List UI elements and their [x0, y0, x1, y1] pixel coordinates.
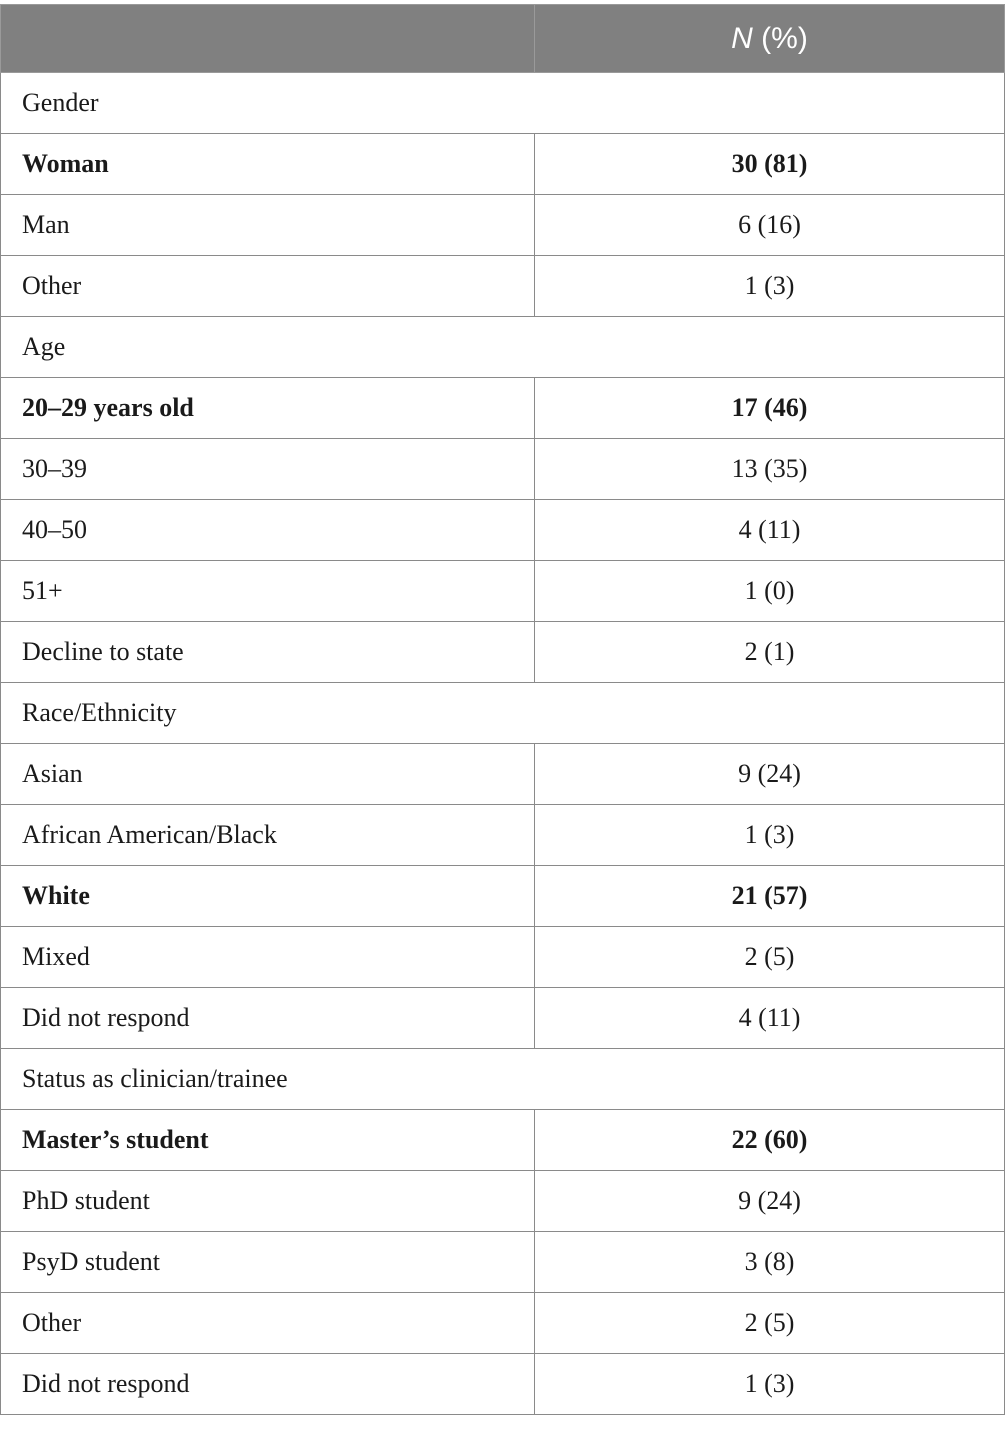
row-value: 4 (11) — [535, 988, 1005, 1049]
header-percent: (%) — [752, 21, 808, 55]
row-label: PhD student — [1, 1171, 535, 1232]
section-row — [1, 317, 1005, 378]
section-label: Status as clinician/trainee — [1, 1049, 1005, 1110]
header-cell-label — [1, 5, 535, 73]
row-label: Did not respond — [1, 1354, 535, 1415]
header-n-italic: N — [731, 21, 753, 55]
row-label: Master’s student — [1, 1110, 535, 1171]
row-value: 4 (11) — [535, 500, 1005, 561]
section-row — [1, 1049, 1005, 1110]
table-row — [1, 622, 1005, 683]
table-row — [1, 866, 1005, 927]
row-label: Other — [1, 256, 535, 317]
table-row — [1, 256, 1005, 317]
row-value: 22 (60) — [535, 1110, 1005, 1171]
row-label: Woman — [1, 134, 535, 195]
table-row — [1, 1232, 1005, 1293]
row-value: 6 (16) — [535, 195, 1005, 256]
table-row — [1, 1293, 1005, 1354]
section-row — [1, 73, 1005, 134]
table-row — [1, 744, 1005, 805]
header-cell-n-percent — [535, 5, 1005, 73]
row-value: 30 (81) — [535, 134, 1005, 195]
row-label: Did not respond — [1, 988, 535, 1049]
header-row — [1, 5, 1005, 73]
table-row — [1, 1354, 1005, 1415]
row-value: 9 (24) — [535, 1171, 1005, 1232]
row-label: 40–50 — [1, 500, 535, 561]
demographics-table — [0, 4, 1005, 1415]
table-row — [1, 561, 1005, 622]
row-value: 17 (46) — [535, 378, 1005, 439]
section-label: Race/Ethnicity — [1, 683, 1005, 744]
row-label: 51+ — [1, 561, 535, 622]
row-value: 13 (35) — [535, 439, 1005, 500]
row-value: 3 (8) — [535, 1232, 1005, 1293]
row-label: Mixed — [1, 927, 535, 988]
table-body — [1, 73, 1005, 1415]
row-label: Asian — [1, 744, 535, 805]
row-value: 2 (1) — [535, 622, 1005, 683]
table-row — [1, 195, 1005, 256]
row-label: 30–39 — [1, 439, 535, 500]
row-value: 9 (24) — [535, 744, 1005, 805]
table-row — [1, 500, 1005, 561]
row-value: 1 (3) — [535, 256, 1005, 317]
table-row — [1, 134, 1005, 195]
table-row — [1, 805, 1005, 866]
section-row — [1, 683, 1005, 744]
table-row — [1, 1171, 1005, 1232]
row-label: African American/Black — [1, 805, 535, 866]
row-label: White — [1, 866, 535, 927]
section-label: Gender — [1, 73, 1005, 134]
table-row — [1, 378, 1005, 439]
row-label: Decline to state — [1, 622, 535, 683]
section-label: Age — [1, 317, 1005, 378]
row-value: 2 (5) — [535, 1293, 1005, 1354]
row-label: Other — [1, 1293, 535, 1354]
row-label: 20–29 years old — [1, 378, 535, 439]
table-row — [1, 988, 1005, 1049]
table-row — [1, 439, 1005, 500]
table-row — [1, 927, 1005, 988]
row-label: PsyD student — [1, 1232, 535, 1293]
row-value: 21 (57) — [535, 866, 1005, 927]
row-label: Man — [1, 195, 535, 256]
table-header — [1, 5, 1005, 73]
row-value: 1 (3) — [535, 805, 1005, 866]
row-value: 2 (5) — [535, 927, 1005, 988]
table-row — [1, 1110, 1005, 1171]
row-value: 1 (3) — [535, 1354, 1005, 1415]
row-value: 1 (0) — [535, 561, 1005, 622]
